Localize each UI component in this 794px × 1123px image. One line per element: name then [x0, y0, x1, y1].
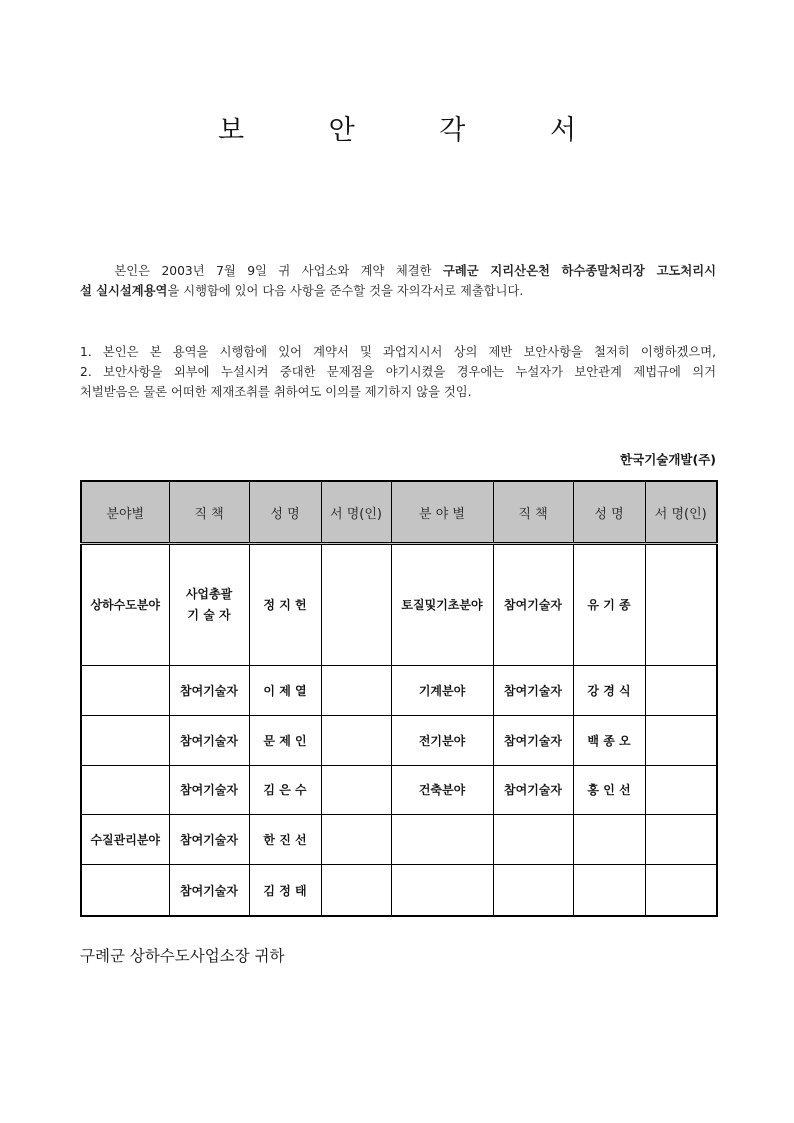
signature-cell-right — [645, 865, 717, 916]
role-cell: 참여기술자 — [169, 665, 249, 715]
role-cell: 참여기술자 — [169, 765, 249, 815]
name-cell: 정 지 헌 — [249, 544, 321, 666]
intro-line-1 — [80, 261, 716, 281]
name-cell: 김 정 태 — [249, 865, 321, 916]
field-cell: 수질관리분야 — [81, 815, 169, 865]
header-name-right: 성 명 — [573, 481, 645, 544]
name-cell: 이 제 열 — [249, 665, 321, 715]
project-name-part2: 설 실시설계용역 — [80, 284, 168, 298]
header-role-right: 직 책 — [493, 481, 573, 544]
signature-cell-right — [645, 715, 717, 765]
field-cell-right: 토질및기초분야 — [391, 544, 493, 666]
intro-line-2 — [80, 281, 716, 301]
role-cell — [169, 544, 249, 666]
table-row — [81, 715, 717, 765]
header-signature: 서 명(인) — [321, 481, 391, 544]
name-cell: 문 제 인 — [249, 715, 321, 765]
document-title: 보 안 각 서 — [217, 115, 615, 146]
signature-cell-right — [645, 815, 717, 865]
role-cell-right: 참여기술자 — [493, 544, 573, 666]
signature-cell — [321, 665, 391, 715]
header-field-right: 분 야 별 — [391, 481, 493, 544]
role-cell-right — [493, 815, 573, 865]
field-cell-right: 기계분야 — [391, 665, 493, 715]
clause-2-cont: 처벌받음은 물론 어떠한 제재조취를 취하여도 이의를 제기하지 않을 것임. — [80, 385, 472, 399]
company-name: 한국기술개발(주) — [620, 452, 716, 467]
signature-cell — [321, 765, 391, 815]
signature-cell — [321, 865, 391, 916]
recipient: 구례군 상하수도사업소장 귀하 — [80, 947, 285, 965]
field-cell — [81, 715, 169, 765]
table-row — [81, 865, 717, 916]
name-cell-right — [573, 865, 645, 916]
name-cell-right — [573, 815, 645, 865]
intro-text-a: 본인은 2003년 7월 9일 귀 사업소와 계약 체결한 — [114, 264, 443, 278]
header-role: 직 책 — [169, 481, 249, 544]
clauses — [80, 342, 716, 402]
role-cell-right: 참여기술자 — [493, 665, 573, 715]
signature-cell — [321, 544, 391, 666]
table-row — [81, 765, 717, 815]
name-cell: 김 은 수 — [249, 765, 321, 815]
name-cell-right: 홍 인 선 — [573, 765, 645, 815]
name-cell: 한 진 선 — [249, 815, 321, 865]
clause-1: 1. 본인은 본 용역을 시행함에 있어 계약서 및 과업지시서 상의 제반 보안사항을 철저히 이행하겠으며, — [80, 345, 716, 359]
field-cell-right — [391, 865, 493, 916]
field-cell: 상하수도분야 — [81, 544, 169, 666]
project-name-part1: 구례군 지리산온천 하수종말처리장 고도처리시 — [442, 264, 717, 278]
role-cell-right: 참여기술자 — [493, 715, 573, 765]
signature-cell — [321, 815, 391, 865]
field-cell — [81, 665, 169, 715]
role-line-2: 기 술 자 — [187, 607, 231, 622]
field-cell — [81, 765, 169, 815]
intro-text-b: 을 시행함에 있어 다음 사항을 준수할 것을 자의각서로 제출합니다. — [167, 284, 524, 298]
role-line-1: 사업총괄 — [185, 586, 233, 601]
role-cell-right — [493, 865, 573, 916]
header-field: 분야별 — [81, 481, 169, 544]
table-header-row — [81, 481, 717, 544]
signature-cell-right — [645, 765, 717, 815]
name-cell-right: 유 기 종 — [573, 544, 645, 666]
table-row — [81, 815, 717, 865]
field-cell — [81, 865, 169, 916]
role-cell: 참여기술자 — [169, 815, 249, 865]
table-row — [81, 665, 717, 715]
signature-table — [80, 480, 718, 917]
field-cell-right: 건축분야 — [391, 765, 493, 815]
signature-cell-right — [645, 665, 717, 715]
table-row — [81, 544, 717, 666]
name-cell-right: 백 종 오 — [573, 715, 645, 765]
signature-cell — [321, 715, 391, 765]
role-cell-right: 참여기술자 — [493, 765, 573, 815]
field-cell-right — [391, 815, 493, 865]
name-cell-right: 강 경 식 — [573, 665, 645, 715]
field-cell-right: 전기분야 — [391, 715, 493, 765]
role-cell: 참여기술자 — [169, 865, 249, 916]
signature-cell-right — [645, 544, 717, 666]
header-signature-right: 서 명(인) — [645, 481, 717, 544]
role-cell: 참여기술자 — [169, 715, 249, 765]
intro-paragraph — [80, 261, 716, 301]
clause-2: 2. 보안사항을 외부에 누설시켜 중대한 문제점을 야기시켰을 경우에는 누설자가 보안관계 제법규에 의거 — [80, 365, 716, 379]
header-name: 성 명 — [249, 481, 321, 544]
